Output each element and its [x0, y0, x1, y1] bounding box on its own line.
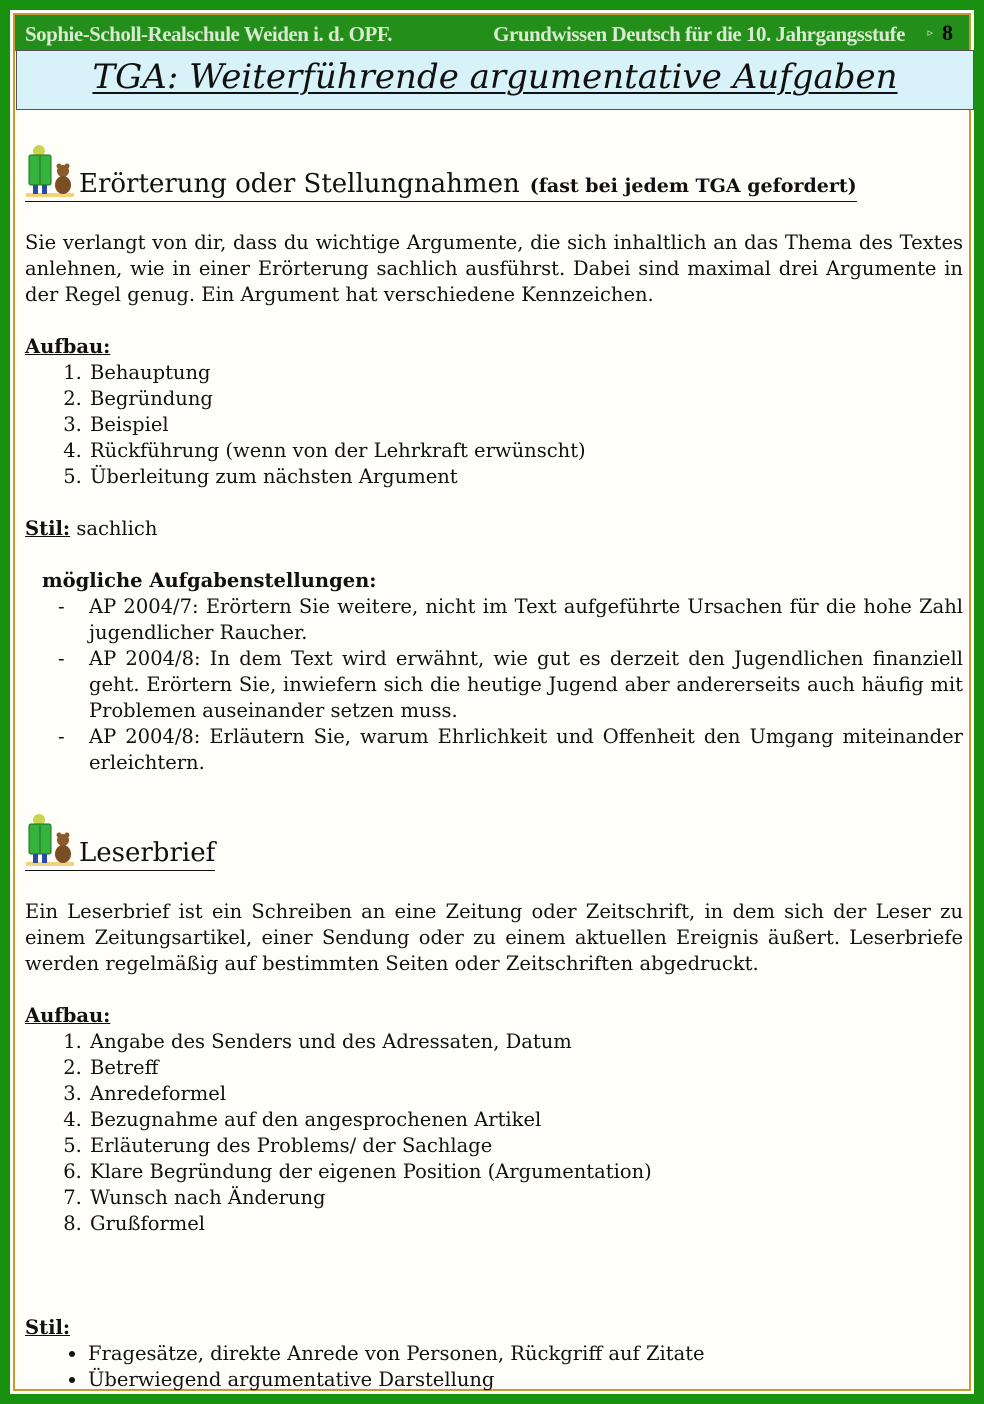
subject-name: Grundwissen Deutsch für die 10. Jahrgangsstufe	[493, 22, 905, 46]
aufbau-label: Aufbau:	[25, 1004, 111, 1027]
section-heading-leserbrief	[25, 812, 215, 871]
section-heading-eroerterung	[25, 143, 857, 202]
title-box	[16, 50, 974, 110]
list-item: 4. Bezugnahme auf den angesprochenen Artikel	[88, 1107, 963, 1133]
stil-line	[25, 516, 963, 542]
list-item: 1. Behauptung	[88, 360, 963, 386]
list-item: 5. Überleitung zum nächsten Argument	[88, 464, 963, 490]
list-item: 3. Beispiel	[88, 412, 963, 438]
list-item: - AP 2004/8: Erläutern Sie, warum Ehrlichkeit und Offenheit den Umgang miteinander erleichtern.	[89, 724, 963, 776]
page-header	[15, 15, 969, 51]
page-title: TGA: Weiterführende argumentative Aufgaben	[92, 57, 898, 97]
tasks-list	[25, 594, 963, 776]
list-item: 7. Wunsch nach Änderung	[88, 1185, 963, 1211]
list-item: 6. Klare Begründung der eigenen Position (Argumentation)	[88, 1159, 963, 1185]
section-intro-text: Ein Leserbrief ist ein Schreiben an eine Zeitung oder Zeitschrift, in dem sich der Leser zu einem Zeitungsartikel, einer Sendung oder zu einem aktuellen Ereignis äußert. Leserbriefe werden regelmäßig auf bestimmten Seiten oder Zeitschriften abgedruckt.	[25, 900, 963, 975]
list-item: 2. Betreff	[88, 1055, 963, 1081]
school-name: Sophie-Scholl-Realschule Weiden i. d. OPF.	[25, 22, 392, 46]
aufbau-label: Aufbau:	[25, 335, 111, 358]
list-item: 1. Angabe des Senders und des Adressaten, Datum	[88, 1029, 963, 1055]
reading-child-icon	[25, 812, 75, 868]
section-subtitle: (fast bei jedem TGA gefordert)	[529, 175, 857, 197]
list-item: • Fragesätze, direkte Anrede von Personen, Rückgriff auf Zitate	[88, 1341, 963, 1367]
stil-value: sachlich	[76, 517, 158, 540]
triangle-right-icon: ▹	[927, 26, 933, 39]
list-item: - AP 2004/8: In dem Text wird erwähnt, wie gut es derzeit den Jugendlichen finanziell geht. Erörtern Sie, inwiefern sich die heutige Jugend aber andererseits auch häufig mit Problemen auseinander setzen muss.	[89, 646, 963, 724]
page-inner-frame	[13, 13, 971, 1391]
section-title: Erörterung oder Stellungnahmen	[79, 169, 520, 199]
tasks-label: mögliche Aufgabenstellungen:	[42, 569, 377, 592]
stil-label: Stil:	[25, 517, 71, 540]
list-item: 5. Erläuterung des Problems/ der Sachlage	[88, 1133, 963, 1159]
list-item: 4. Rückführung (wenn von der Lehrkraft erwünscht)	[88, 438, 963, 464]
page-body	[25, 143, 963, 1393]
list-item: • Überwiegend argumentative Darstellung	[88, 1367, 963, 1393]
list-item: 8. Grußformel	[88, 1211, 963, 1237]
aufbau-list	[25, 360, 963, 490]
section-intro-text: Sie verlangt von dir, dass du wichtige Argumente, die sich inhaltlich an das Thema des Textes anlehnen, wie in einer Erörterung sachlich ausführst. Dabei sind maximal drei Argumente in der Regel genug. Ein Argument hat verschiedene Kennzeichen.	[25, 231, 963, 306]
page-number: 8	[942, 20, 953, 45]
reading-child-icon	[25, 143, 75, 199]
stil-label: Stil:	[25, 1316, 71, 1339]
list-item: 3. Anredeformel	[88, 1081, 963, 1107]
aufbau-list	[25, 1029, 963, 1237]
stil-list	[25, 1341, 963, 1393]
section-title: Leserbrief	[79, 838, 216, 868]
list-item: - AP 2004/7: Erörtern Sie weitere, nicht im Text aufgeführte Ursachen für die hohe Zahl jugendlicher Raucher.	[89, 594, 963, 646]
list-item: 2. Begründung	[88, 386, 963, 412]
